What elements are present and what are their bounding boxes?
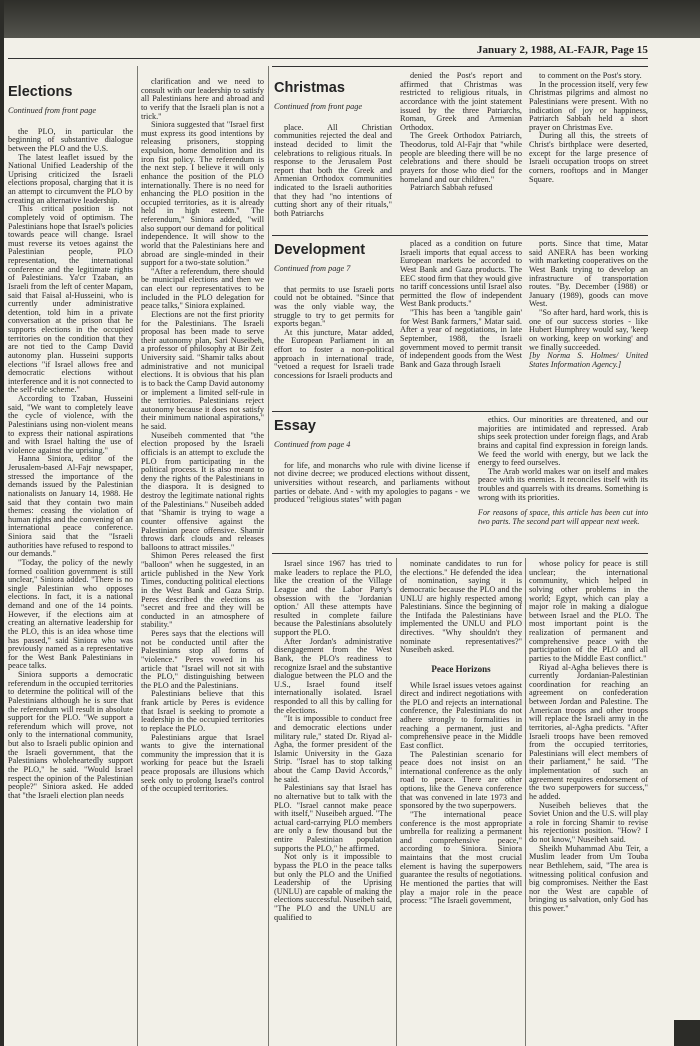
- paragraph: During all this, the streets of Christ's birthplace were deserted, except for the large presence of Israeli occupation troops on street corners, rooftops and in Manger Square.: [529, 131, 648, 184]
- essay-col-2: [478, 416, 648, 551]
- elections-headline: Elections: [8, 84, 73, 100]
- paragraph: Sheikh Muhammad Abu Teir, a Muslim leader from Um Touba near Bethlehem, said, "The area is witnessing political confusion and big compromises. Neither the East nor the West are capable of bringing us salvation, only God has this power.": [529, 843, 648, 913]
- column-rule: [525, 558, 526, 1046]
- paragraph: The latest leaflet issued by the National Unified Leadership of the Uprising criticized the Israeli elections proposal, charging that it is an attempt to circumvent the PLO by creating an alternative leadership.: [8, 152, 133, 205]
- paragraph: ports. Since that time, Matar said ANERA has been working with marketing cooperatives on the West Bank trying to develop an infrastructure of transportation routes. "By. December (1988) or January (1989), goods can move West.: [529, 240, 648, 309]
- paragraph: Palestinians say that Israel has no alternative but to talk with the PLO. "Israel cannot make peace with itself," Nuseibeh argued. "The actual card-carrying PLO members are only a few thousand but the entire Palestinian population supports the PLO," he affirmed.: [274, 783, 392, 853]
- elections-col-1: [8, 82, 133, 1046]
- essay-col-1-text: [274, 462, 470, 505]
- paragraph: The Greek Orthodox Patriarch, Theodorus, told Al-Fajr that "while people are bleeding there will be no celebrations and there should be prayers for those who died for the homeland and our children.": [400, 131, 522, 184]
- paragraph: the PLO, in particular the beginning of substantive dialogue between the PLO and the U.S.: [8, 126, 133, 153]
- paragraph: Peres says that the elections will not be conducted until after the Palestinians stop all forms of "violence." Peres vowed in his article that "Israel will not sit with the PLO," distinguishing between the PLO and the Palestinians.: [141, 629, 264, 690]
- elections-col-2: [141, 78, 264, 1046]
- essay-note: For reasons of space, this article has been cut into two parts. The second part will appear next week.: [478, 508, 648, 527]
- essay-col-2-text: [478, 416, 648, 502]
- elections-col-3: [274, 560, 392, 1046]
- paragraph: "This has been a 'tangible gain' for West Bank farmers," Matar said. After a year of negotiations, in late September, 1988, the Israeli government moved to permit transit of independent goods from the West Bank and Gaza through Israeli: [400, 308, 522, 369]
- paragraph: Elections are not the first priority for the Palestinians. The Israeli proposal has been made to serve their autonomy plan, Sari Nuseibeh, a professor of philosophy at Bir Zeit University said. "Shamir talks about administrative and not municipal elections. It is obvious that his plan is to back the Camp David autonomy or implement a limited self-rule in the territories. Palestinians reject autonomy because it does not satisfy their minimum national aspirations," he said.: [141, 309, 264, 431]
- peace-horizons-subhead: Peace Horizons: [431, 663, 491, 674]
- christmas-col-1-text: [274, 124, 392, 219]
- paragraph: Nuseibeh believes that the Soviet Union and the U.S. will play a role in forcing Shamir to revise his rejectionist position. "How? I do not know," Nuseibeh said.: [529, 800, 648, 844]
- essay-headline: Essay: [274, 418, 316, 434]
- paragraph: ethics. Our minorities are threatened, and our majorities are intimidated and repressed. Arab ships seek protection under foreign flags, and Arab brains and capital find expression in foreign lands. We feed the world with energy, but we lack the energy to feed ourselves.: [478, 416, 648, 468]
- paragraph: After Jordan's administrative disengagement from the West Bank, the PLO's readiness to recognize Israel and the substantive dialogue between the PLO and the U.S., Israel found itself internationally isolated. Israel responded to all this by calling for the elections.: [274, 636, 392, 715]
- paragraph: to comment on the Post's story.: [539, 72, 642, 80]
- christmas-continued: Continued from front page: [274, 102, 363, 111]
- development-col-3: [529, 240, 648, 405]
- development-col-2: [400, 240, 522, 405]
- paragraph: Israel since 1967 has tried to make leaders to replace the PLO, like the creation of the Village League and the Labor Party's obsession with the 'Jordanian option.' All these attempts have resulted in complete failure because the Palestinians absolutely support the PLO.: [274, 560, 392, 637]
- column-rule: [137, 66, 138, 1046]
- development-continued: Continued from page 7: [274, 264, 351, 273]
- header-rule: [8, 58, 648, 59]
- paragraph: clarification and we need to consult with our leadership to satisfy all Palestinians here and abroad and to verify that the Israeli plan is not a trick.": [141, 78, 264, 121]
- essay-top-rule: [272, 411, 648, 412]
- paragraph: denied the Post's report and affirmed that Christmas was restricted to religious rituals, in accordance with the joint statement issued by the three Patriarchs, Roman, Greek and Armenian Orthodox.: [400, 72, 522, 132]
- christmas-col-3-text: [529, 72, 648, 184]
- development-col-3-text: [529, 240, 648, 352]
- paragraph: Siniora supports a democratic referendum in the occupied territories to determine the political will of the Palestinians although he is sure that the referendum will result in absolute support for the PLO. "We support a referendum which will prove, not only to the international community, but also to Israeli public opinion and the Israeli government, that the Palestinians wholeheartedly support the PLO," he said. "Would Israel respect the opinion of the Palestinian people?" Siniora asked. He added that "the Israeli election plan needs: [8, 670, 133, 800]
- paragraph: Patriarch Sabbah refused: [410, 183, 493, 193]
- elections-col-5: [529, 560, 648, 1046]
- paragraph: Siniora suggested that "Israel first must express its good intentions by releasing prisoners, stopping expulsion, home demolition and its iron fist policy. The referendum is the next step. I believe it will only enhance the position of the PLO internationally. There is no need for enhancing the PLO position in the occupied territories, as it is already held in high esteem." The referendum," Siniora added, "will also support our demand for political independence. It will show to the world that the Palestinians here and abroad are single-minded in their support for a two-state solution.": [141, 120, 264, 268]
- paragraph: whose policy for peace is still unclear; the international community, which helped in solving other problems in the world; Egypt, which can play a major role in making a dialogue between Israel and the PLO. The most important point is the realization of permanent and comprehensive peace with the participation of the PLO and all parties to the Middle East conflict.": [529, 560, 648, 663]
- christmas-top-rule: [272, 66, 648, 67]
- development-col-1-text: [274, 286, 394, 381]
- elections-continued: Continued from front page: [8, 106, 97, 115]
- paragraph: According to Tzaban, Husseini said, "We want to completely leave the cycle of violence, with the Palestinians using non-violent means to express their national aspirations and with Israel halting the use of violence against the uprising.": [8, 394, 133, 455]
- christmas-headline: Christmas: [274, 80, 345, 96]
- paragraph: Palestinians believe that this frank article by Peres is evidence that Israel is seeking to promote a leadership in the occupied territories to replace the PLO.: [141, 689, 264, 733]
- paragraph: that permits to use Israeli ports could not be obtained. "Since that was the only viable way, the struggle to try to get permits for exports began.": [274, 284, 394, 329]
- development-col-1: [274, 240, 394, 405]
- column-rule: [268, 66, 269, 1046]
- paragraph: Nuseibeh commented that "the election proposed by the Israeli officials is an attempt to exclude the PLO from participating in the political process. It is also meant to deny the rights of the Palestinians in the diaspora. It is designed to destroy the legitimate national rights of the Palestinians." Nuseibeh added that "Shamir is trying to wage a counter offensive against the Palestinian peace offensive. Shamir throws dark clouds and releases balloons to attract missiles.": [141, 430, 264, 552]
- peace-horizons-text: [400, 682, 522, 906]
- column-rule: [396, 558, 397, 1046]
- paragraph: for life, and monarchs who rule with divine license if not divine decree; we produced elections without dissent, universities without research, and parliaments without parties or debate. And - with my apologies to pagans - we produced "religious states" with pagan: [274, 460, 470, 505]
- paragraph: nominate candidates to run for the elections." He defended the idea of nomination, saying it is democratic because the PLO and the UNLU are highly respected among Palestinians. Since the beginning of the Intifada the Palestinians have implemented the UNLU and PLO directives. "Why shouldn't they nominate representatives?" Nuseibeh asked.: [400, 560, 522, 655]
- scan-top-shadow: [0, 0, 700, 38]
- elections-col-4-text: [400, 560, 522, 655]
- paragraph: This critical position is not completely void of optimism. The Palestinians hope that Israel's policies towards peace will change. Israel must reverse its vetoes against the Palestinian people, PLO representation, the international conference and the legitimate rights of Palestinians. Ya'cr Tzaban, an Israeli from the left of center Mapam, said that Faisal al-Husseini, who is currently under administrative detention, told him in a private conversation at the prison that he supports elections in the occupied territories on the condition that they are not tied to the Camp David autonomy plan. Husseini supports elections "if Israel allows free and democratic elections without interference and it is not connected to the self-rule scheme.": [8, 204, 133, 395]
- paragraph: The Palestinian scenario for peace does not insist on an international conference as the only road to peace. There are other options, like the Geneva conference that was convened in late 1973 and sponsored by the two superpowers.: [400, 749, 522, 811]
- essay-col-1: [274, 416, 470, 551]
- paragraph: Shimon Peres released the first "balloon" when he suggested, in an article published in the New York Times, conducting political elections in the West Bank and Gaza Strip. Peres described the elections as "secret and free and they will be conducted in an atmosphere of stability.": [141, 551, 264, 630]
- paragraph: Hanna Siniora, editor of the Jerusalem-based Al-Fajr newspaper, stressed the importance of the demands issued by the Palestinian nationalists on January 14, 1988. He said that they contain two main themes: ceasing the violation of human rights and the convening of an international peace conference. Siniora said that the "Israeli authorities have refused to respond to our demands.": [8, 454, 133, 559]
- elections-col-5-text: [529, 560, 648, 914]
- paragraph: In the procession itself, very few Christmas pilgrims and almost no Palestinians were present. With no indication of joy or happiness, Patriarch Sabbah held a short prayer on Christmas Eve.: [529, 79, 648, 132]
- paragraph: While Israel issues vetoes against direct and indirect negotiations with the PLO and rejects an international conference, the Palestinians do not adhere strongly to formalities in reaching a permanent, just and comprehensive peace in the Middle East conflict.: [400, 680, 522, 750]
- development-col-2-text: [400, 240, 522, 369]
- paragraph: Not only is it impossible to bypass the PLO in the peace talks but only the PLO and the Unified Leadership of the Uprising (UNLU) are capable of making the elections successful. Nuseibeh said, "The PLO and the UNLU are qualified to: [274, 852, 392, 922]
- scan-left-edge: [0, 0, 4, 1046]
- running-head: January 2, 1988, AL-FAJR, Page 15: [476, 44, 648, 56]
- christmas-col-2-text: [400, 72, 522, 193]
- christmas-col-3: [529, 72, 648, 230]
- paragraph: placed as a condition on future Israeli imports that equal access to European markets be accorded to West Bank and Gaza products. The EEC stood firm that they would give no tariff concessions until Israel also permitted the flow of independent West Bank products.": [400, 240, 522, 309]
- paragraph: Riyad al-Agha believes there is currently Jordanian-Palestinian coordination for reaching an agreement on confederation between Jordan and Palestine. The American troops and other troops will replace the Israeli army in the territories, al-Agha predicts. "After Israeli troops have been removed from the occupied territories, Palestinians will elect members of their parliament," he said. "The implementation of such an agreement requires endorsement of the two superpowers for success," he added.: [529, 662, 648, 801]
- paragraph: At this juncture, Matar added, the European Parliament in an effort to foster a non-political approach in international trade, "vetoed a request for Israeli trade concessions for Israeli products and: [274, 327, 394, 380]
- elections-col-3-text: [274, 560, 392, 922]
- paragraph: The Arab world makes war on itself and makes peace with its enemies. It reconciles itself with its troubles and quarrels with its dreams. Something is wrong with its priorities.: [478, 466, 648, 502]
- paragraph: "After a referendum, there should be municipal elections and then we can elect our representatives to be included in the PLO delegation for peace talks," Siniora explained.: [141, 266, 264, 311]
- paragraph: "The international peace conference is the most appropriate umbrella for realizing a permanent and comprehensive peace," according to Siniora. Siniora maintains that the most crucial element is having the superpowers guarantee the results of negotiations. He mentioned the parties that will play a major role in the peace process: "The Israeli government,: [400, 809, 522, 906]
- paragraph: "So after hard, hard work, this is one of our success stories - like Hubert Humphrey would say, 'keep on working, keep on working' and we finally succeeded.: [529, 308, 648, 352]
- development-byline: [by Norma S. Holmes/ United States Information Agency.]: [529, 351, 648, 369]
- elections-col-4: [400, 560, 522, 1046]
- paragraph: place. All Christian communities rejected the deal and instead decided to limit the celebrations to religious rituals. In response to the Jerusalem Post report that both the Greek and Armenian Orthodox communities indicated to the Israeli authorities that they had "no intentions of cutting short any of their rituals," both Patriarchs: [274, 122, 392, 218]
- christmas-col-1: [274, 78, 392, 230]
- development-headline: Development: [274, 242, 366, 258]
- lower-section-rule: [272, 553, 648, 554]
- paragraph: "It is impossible to conduct free and democratic elections under military rule," stated Dr. Riyad al-Agha, the former president of the Islamic University in the Gaza Strip. "Israel has to stop talking about the Camp David Accords," he said.: [274, 714, 392, 784]
- christmas-col-2: [400, 72, 522, 230]
- paragraph: "Today, the policy of the newly formed coalition government is still unclear," Siniora added. "There is no single Palestinian who opposes elections. In fact, it is a national demand and one of the 14 points. However, if the elections aim at creating an alternative leadership for the PLO, this is an idea whose time has passed," said Siniora who was previously named as a representative for the West Bank Palestinians in peace talks.: [8, 557, 133, 671]
- elections-col-2-text: [141, 78, 264, 794]
- scan-corner-shadow: [674, 1020, 700, 1046]
- elections-col-1-text: [8, 128, 133, 801]
- essay-continued: Continued from page 4: [274, 440, 351, 449]
- development-top-rule: [272, 235, 648, 236]
- paragraph: Palestinians argue that Israel wants to give the international community the impression that it is working for peace but the Israeli peace proposals are illusions which seek only to prolong Israel's control of the occupied territories.: [141, 732, 264, 794]
